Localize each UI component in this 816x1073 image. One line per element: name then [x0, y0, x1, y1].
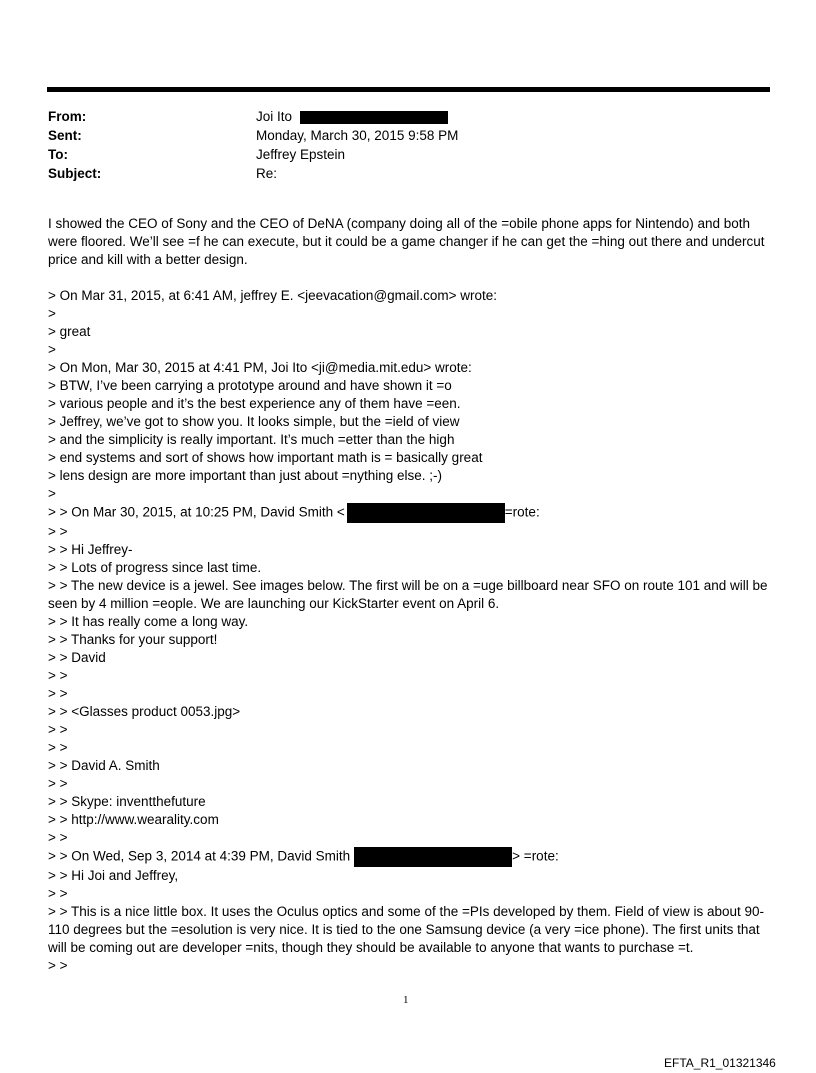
quoted-line: > >: [48, 830, 68, 845]
quoted-line: > On Mar 31, 2015, at 6:41 AM, jeffrey E. <jeevacation@gmail.com> wrote:: [48, 288, 498, 303]
from-label: From:: [48, 109, 87, 124]
quoted-line: > > This is a nice little box. It uses the Oculus optics and some of the =PIs developed by them. Field of view is about 90-110 degrees but the =esolution is very nice. It is tied to the one Samsung device (a very =ice phone). The first units that will be coming out are developer =nits, though they should be available to anyone that wants to purchase =t.: [48, 904, 765, 955]
quoted-line: > >: [48, 740, 68, 755]
quoted-line: >: [48, 306, 56, 321]
quoted-line: >: [48, 342, 56, 357]
email-body: [48, 215, 770, 975]
quoted-line: >: [48, 486, 56, 501]
email-header: [48, 107, 458, 183]
quoted-line: > various people and it’s the best experience any of them have =een.: [48, 396, 461, 411]
sent-row: [48, 126, 458, 145]
quoted-line: > > Lots of progress since last time.: [48, 560, 262, 575]
quoted-text: =rote:: [504, 504, 540, 520]
subject-label: Subject:: [48, 166, 102, 181]
quoted-line: > > <Glasses product 0053.jpg>: [48, 704, 241, 719]
sent-value: Monday, March 30, 2015 9:58 PM: [256, 128, 459, 143]
sent-label: Sent:: [48, 128, 82, 143]
quoted-line: > end systems and sort of shows how important math is = basically great: [48, 450, 483, 465]
page-number: 1: [403, 994, 409, 1006]
quoted-line: > >: [48, 524, 68, 539]
to-value: Jeffrey Epstein: [256, 147, 346, 162]
redaction-bar: [347, 503, 505, 523]
quoted-line: > and the simplicity is really important. It’s much =etter than the high: [48, 432, 455, 447]
quoted-line: > >: [48, 958, 68, 973]
from-name: Joi Ito: [256, 109, 293, 124]
blank-line: [48, 269, 770, 287]
document-id: EFTA_R1_01321346: [664, 1056, 776, 1070]
quoted-line: > > Hi Jeffrey-: [48, 542, 133, 557]
header-rule: [47, 87, 770, 92]
quoted-line: > > The new device is a jewel. See images below. The first will be on a =uge billboard near SFO on route 101 and will be seen by 4 million =eople. We are launching our KickStarter event on April 6.: [48, 578, 772, 611]
to-label: To:: [48, 147, 68, 162]
quoted-line: > > Thanks for your support!: [48, 632, 218, 647]
quoted-line: [48, 847, 770, 867]
redaction-bar: [300, 111, 448, 124]
quoted-line: > >: [48, 776, 68, 791]
quoted-line: > >: [48, 722, 68, 737]
from-value: [256, 107, 448, 126]
redaction-bar: [354, 847, 512, 867]
quoted-line: > lens design are more important than just about =nything else. ;-): [48, 468, 442, 483]
body-paragraph: I showed the CEO of Sony and the CEO of DeNA (company doing all of the =obile phone apps for Nintendo) and both were floored. We’ll see =f he can execute, but it could be a game changer if he can get the =hing out there and undercut price and kill with a better design.: [48, 216, 769, 267]
quoted-line: > > David A. Smith: [48, 758, 160, 773]
quoted-line: > > Skype: inventthefuture: [48, 794, 206, 809]
from-row: [48, 107, 458, 126]
quoted-line: > >: [48, 668, 68, 683]
subject-value: Re:: [256, 166, 278, 181]
quoted-line: > > It has really come a long way.: [48, 614, 249, 629]
quoted-text: > =rote:: [512, 848, 559, 864]
quoted-line: > >: [48, 686, 68, 701]
quoted-line: [48, 503, 770, 523]
quoted-line: > > Hi Joi and Jeffrey,: [48, 868, 179, 883]
quoted-line: > BTW, I’ve been carrying a prototype around and have shown it =o: [48, 378, 452, 393]
quoted-line: > > http://www.wearality.com: [48, 812, 219, 827]
to-row: [48, 145, 458, 164]
quoted-line: > Jeffrey, we’ve got to show you. It looks simple, but the =ield of view: [48, 414, 460, 429]
quoted-line: > great: [48, 324, 91, 339]
subject-row: [48, 164, 458, 183]
quoted-text: > > On Mar 30, 2015, at 10:25 PM, David Smith <: [48, 504, 345, 520]
quoted-line: > On Mon, Mar 30, 2015 at 4:41 PM, Joi Ito <ji@media.mit.edu> wrote:: [48, 360, 472, 375]
quoted-line: > >: [48, 886, 68, 901]
quoted-text: > > On Wed, Sep 3, 2014 at 4:39 PM, David Smith: [48, 848, 351, 864]
quoted-line: > > David: [48, 650, 106, 665]
